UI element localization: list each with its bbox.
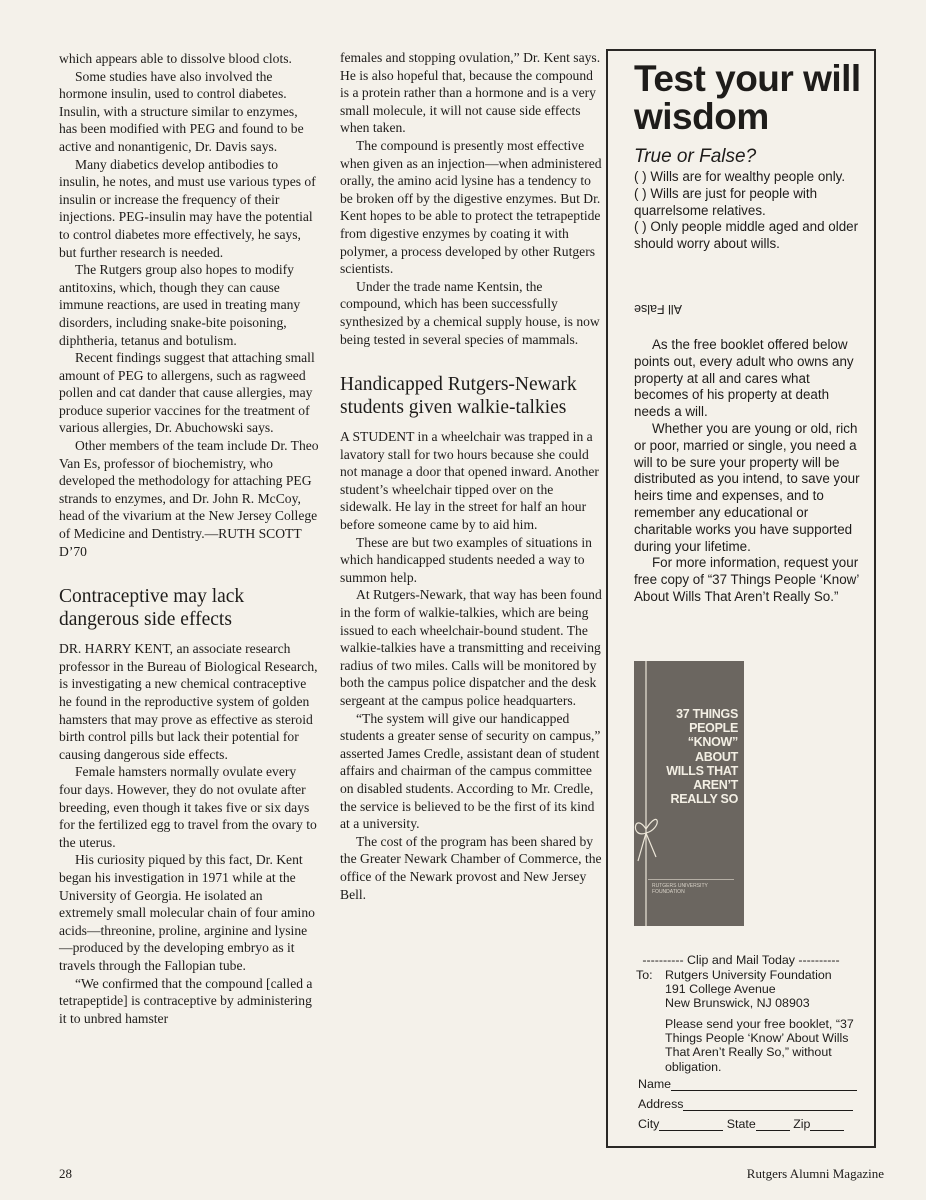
article-heading-contraceptive: Contraceptive may lack dangerous side effects (59, 586, 245, 631)
quiz-question: ( ) Only people middle aged and older should worry about wills. (634, 219, 859, 252)
name-field[interactable] (671, 1077, 857, 1091)
magazine-name: Rutgers Alumni Magazine (746, 1166, 884, 1181)
state-label: State (726, 1117, 756, 1131)
paragraph: which appears able to dissolve blood clots. (59, 51, 292, 66)
paragraph: A STUDENT in a wheelchair was trapped in a lavatory stall for two hours because she could not manage a door that opened inward. Another student’s wheelchair tipped over on the sidewalk. He lay in the street for half an hour before someone came by to aid him. (340, 429, 599, 533)
paragraph: His curiosity piqued by this fact, Dr. Kent began his investigation in 1971 while at the University of Georgia. He isolated an extremely small molecular chain of four amino acids—threonine, proline, arginine and lysine—produced by the developing embryo as it travels through the Fallopian tube. (59, 852, 315, 973)
paragraph: The cost of the program has been shared by the Greater Newark Chamber of Commerce, the office of the Newark provost and New Jersey Bell. (340, 833, 602, 902)
quiz-questions (634, 169, 866, 253)
paragraph: Other members of the team include Dr. Theo Van Es, professor of biochemistry, who developed the methodology for attaching PEG strands to enzymes, and Dr. John R. McCoy, head of the vivarium at the New Jersey College of Medicine and Dentistry.—RUTH SCOTT D’70 (59, 438, 319, 559)
address-field[interactable] (683, 1097, 853, 1111)
state-field[interactable] (756, 1117, 790, 1131)
will-wisdom-ad (606, 49, 876, 1148)
ad-paragraph: Whether you are young or old, rich or poor, married or single, you need a will to be sure your property will be distributed as you intend, to save your heirs time and expenses, and to remember any educational or charitable works you have supported during your lifetime. (634, 420, 860, 554)
paragraph: The Rutgers group also hopes to modify antitoxins, which, though they can cause immune reactions, are used in treating many disorders, including snake-bite poisoning, diphtheria, tetanus and botulism. (59, 262, 301, 348)
address-label: Address (638, 1097, 684, 1111)
form-city-row (638, 1117, 844, 1131)
quiz-question: ( ) Wills are for wealthy people only. (634, 169, 846, 184)
paragraph: Many diabetics develop antibodies to insulin, he notes, and must use various types of insulin or increase the frequency of their injections. PEG-insulin may have the potential to control diabetes more effectively, he says, but further research is needed. (59, 156, 316, 260)
ad-body (634, 337, 864, 606)
zip-field[interactable] (810, 1117, 844, 1131)
name-label: Name (638, 1077, 672, 1091)
quiz-question: ( ) Wills are just for people with quarrelsome relatives. (634, 185, 818, 218)
paragraph: Female hamsters normally ovulate every four days. However, they do not ovulate after breeding, even though it takes five or six days for the fertilized egg to travel from the ovary to the uterus. (59, 764, 317, 850)
ad-paragraph: For more information, request your free copy of “37 Things People ‘Know’ About Wills That Aren’t Really So.” (634, 555, 859, 604)
article-heading-walkie-talkies: Handicapped Rutgers-Newark students given walkie-talkies (340, 374, 577, 419)
ad-paragraph: As the free booklet offered below points out, every adult who owns any property at all and cares what becomes of his property at death needs a will. (634, 337, 854, 420)
ad-subtitle: True or False? (634, 146, 757, 167)
form-name-row (638, 1077, 857, 1091)
paragraph: Recent findings suggest that attaching small amount of PEG to allergens, such as ragweed pollen and cat dander that cause allergies, may produce superior vaccines for the treatment of various allergies, Dr. Abuchowski says. (59, 350, 315, 436)
city-field[interactable] (659, 1117, 723, 1131)
page-number: 28 (59, 1166, 72, 1181)
clip-and-mail-line: ---------- Clip and Mail Today ---------- (642, 953, 840, 967)
booklet-cover-image (634, 661, 744, 926)
zip-label: Zip (793, 1117, 811, 1131)
paragraph: “The system will give our handicapped students a greater sense of security on campus,” asserted James Credle, assistant dean of student affairs and chairman of the campus committee on disabled students. According to Mr. Credle, the service is believed to be the first of its kind at a university. (340, 710, 601, 832)
city-label: City (638, 1117, 660, 1131)
article-column-2 (340, 49, 603, 903)
paragraph: At Rutgers-Newark, that way has been found in the form of walkie-talkies, which are being issued to each wheelchair-bound student. The walkie-talkies have a transmitting and receiving radius of two miles. Calls will be monitored by both the campus police dispatcher and the desk sergeant at the campus police headquarters. (340, 587, 602, 708)
request-text: Please send your free booklet, “37 Things People ‘Know’ About Wills That Aren’t Really So,” without obligation. (665, 1017, 854, 1074)
booklet-title: 37 THINGS PEOPLE “KNOW” ABOUT WILLS THAT AREN’T REALLY SO (666, 707, 738, 807)
paragraph: “We confirmed that the compound [called a tetrapeptide] is contraceptive by administering it to unbred hamster (59, 975, 313, 1026)
paragraph: These are but two examples of situations in which handicapped students needed a way to summon help. (340, 534, 592, 585)
article-column-1 (59, 50, 319, 1027)
form-address-row (638, 1097, 853, 1111)
paragraph: Under the trade name Kentsin, the compound, which has been successfully synthesized by a chemical supply house, is now being tested in several species of mammals. (340, 278, 600, 347)
ad-title: Test your will wisdom (634, 58, 861, 137)
to-label: To: (636, 968, 653, 982)
quiz-answer-upside-down: All False (634, 302, 682, 316)
address-block: Rutgers University Foundation 191 College Avenue New Brunswick, NJ 08903 (665, 968, 832, 1011)
paragraph: Some studies have also involved the hormone insulin, used to control diabetes. Insulin, with a structure similar to enzymes, has been modified with PEG and found to be active and nonantigenic, Dr. Davis says. (59, 68, 304, 154)
paragraph: DR. HARRY KENT, an associate research professor in the Bureau of Biological Research, is investigating a new chemical contraceptive he found in the reproductive system of golden hamsters that may prove as effective as steroid birth control pills but lack their potential for causing dangerous side effects. (59, 641, 318, 762)
paragraph: The compound is presently most effective when given as an injection—when administered orally, the amino acid lysine has a tendency to be broken off by the digestive enzymes. But Dr. Kent hopes to be able to protect the tetrapeptide from digestive enzymes by coating it with polymer, a process developed by other Rutgers scientists. (340, 137, 602, 277)
paragraph: females and stopping ovulation,” Dr. Kent says. He is also hopeful that, because the compound is a protein rather than a hormone and is a very small molecule, it will not cause side effects when taken. (340, 50, 601, 136)
booklet-imprint: RUTGERS UNIVERSITY FOUNDATION (652, 883, 708, 895)
